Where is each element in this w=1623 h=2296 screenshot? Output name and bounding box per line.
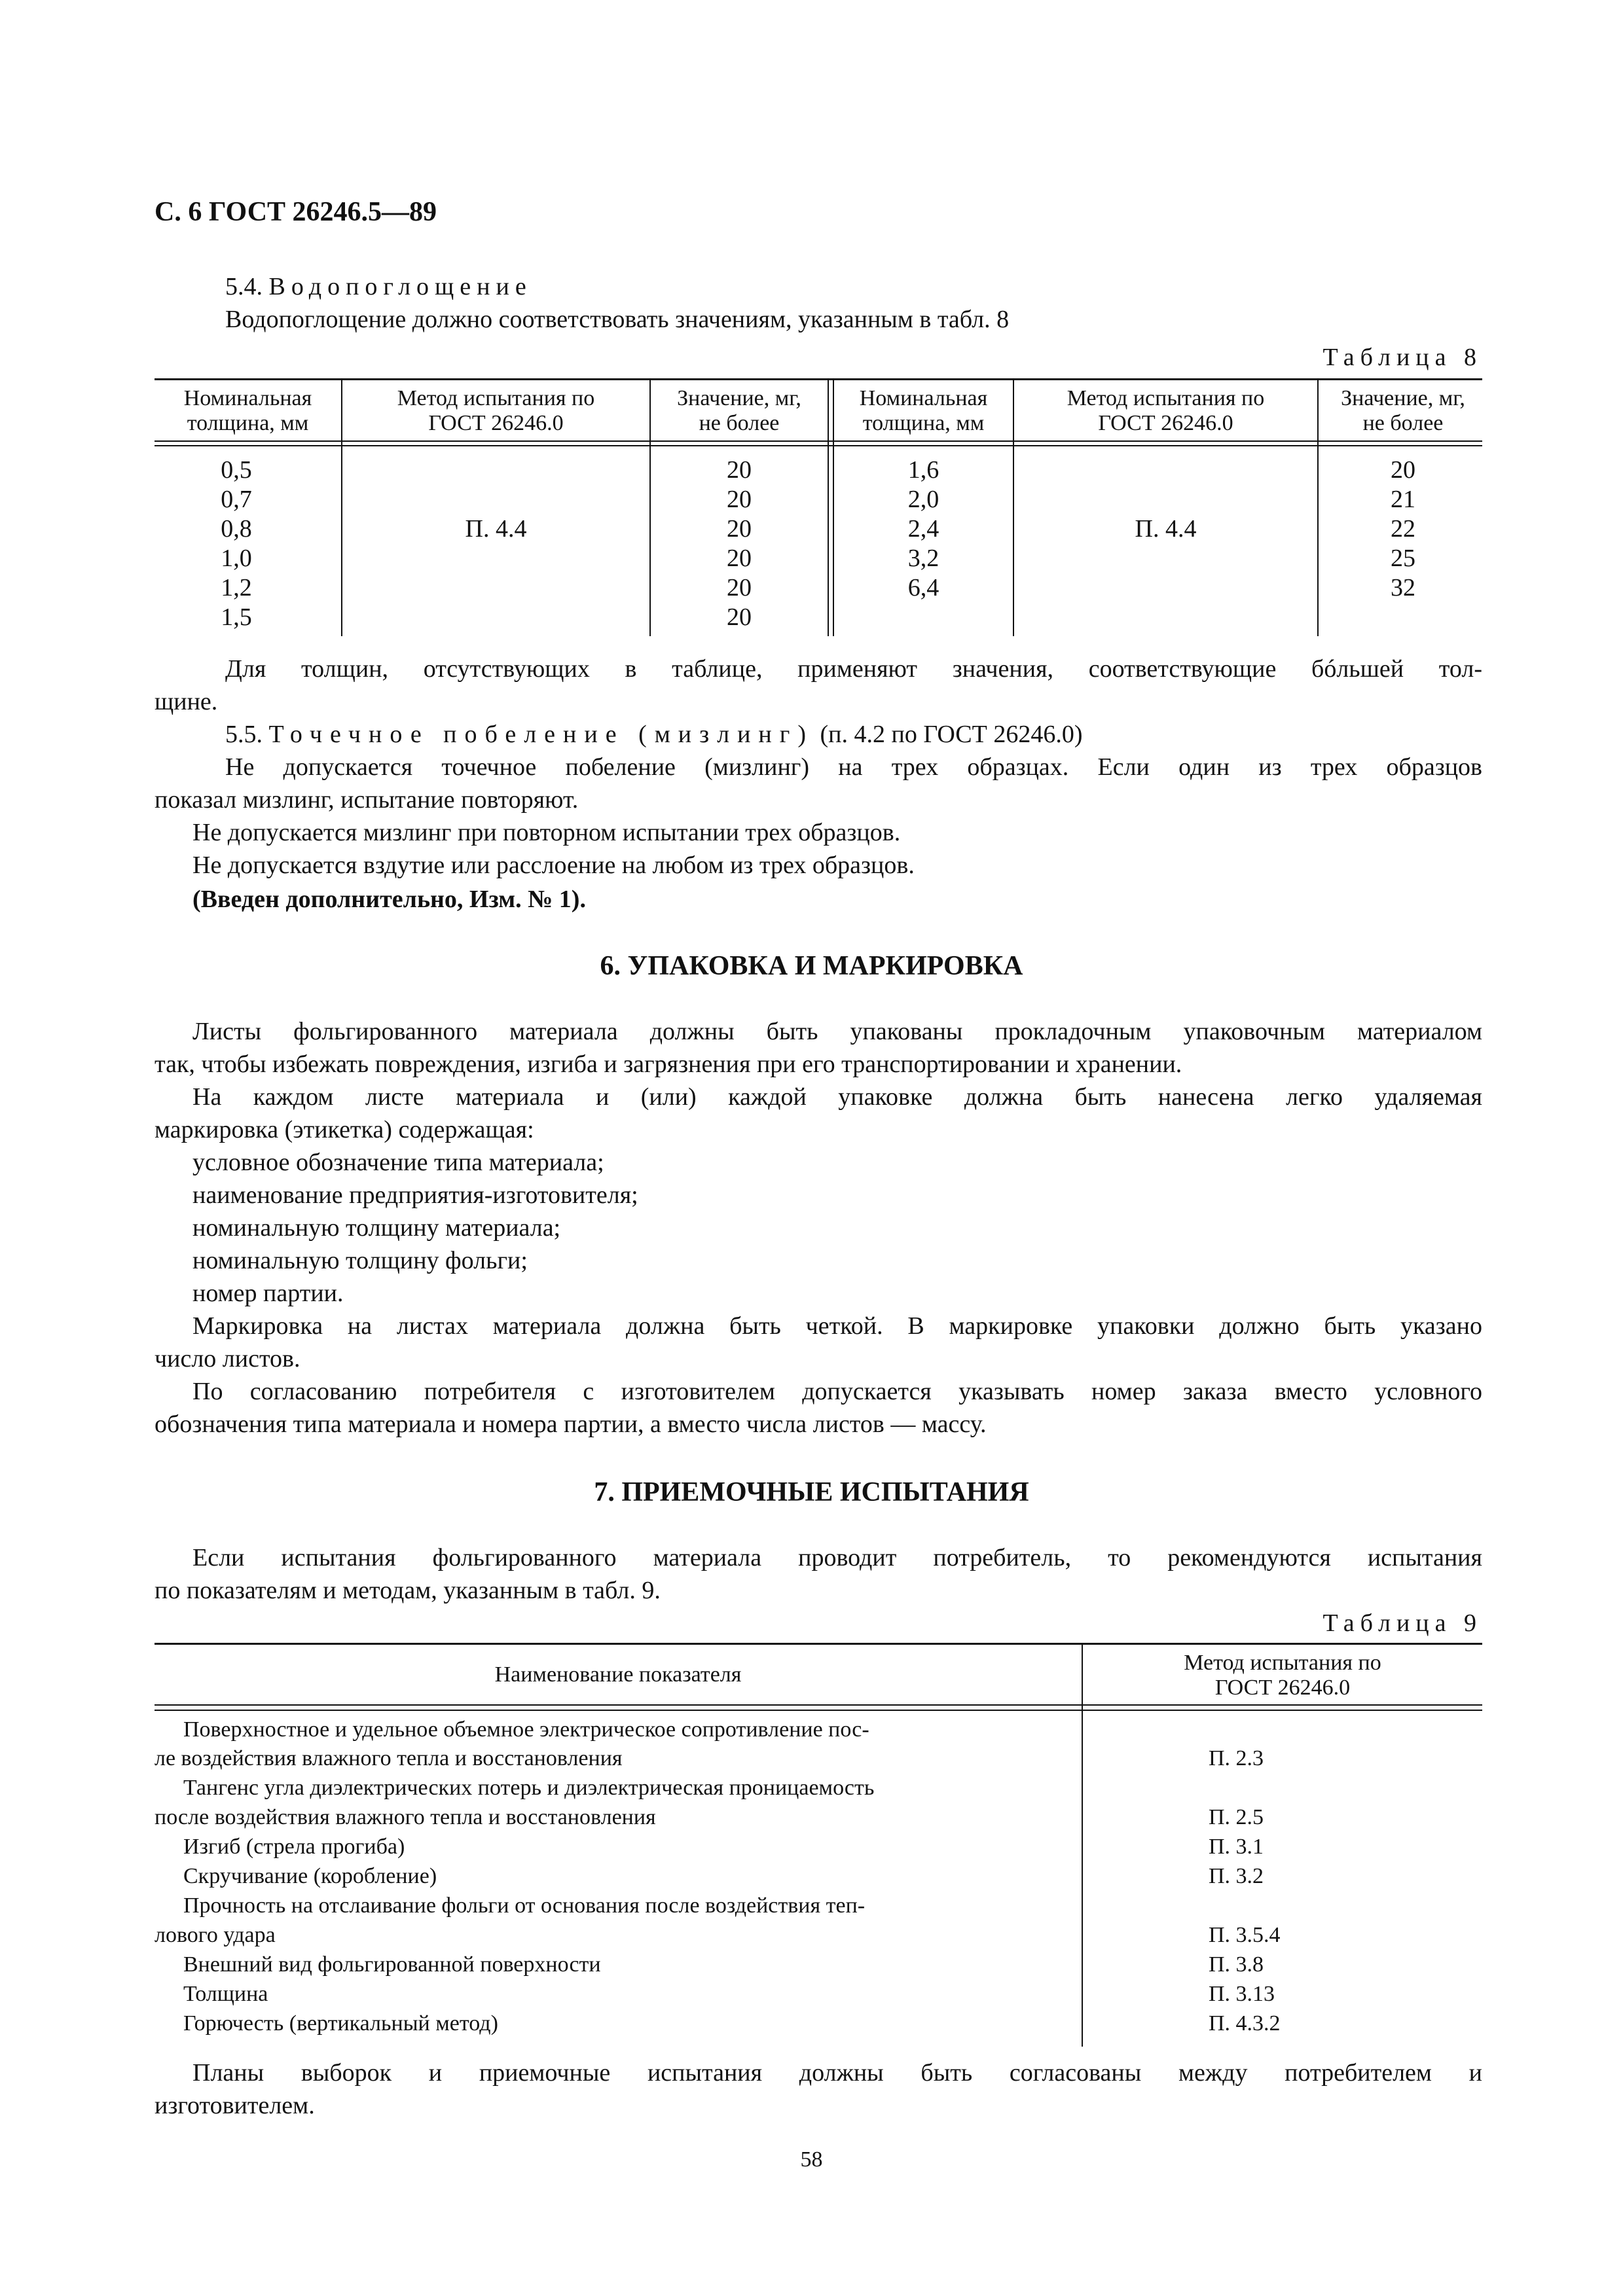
list-item: условное обозначение типа материала; bbox=[192, 1149, 604, 1176]
paragraph: Не допускается мизлинг при повторном испытании трех образцов. bbox=[192, 819, 901, 846]
table-cell: 1,2 bbox=[221, 574, 252, 601]
paragraph-cont: изготовителем. bbox=[155, 2092, 315, 2119]
list-item: номинальную толщину фольги; bbox=[192, 1247, 528, 1274]
table-row-name: Изгиб (стрела прогиба) bbox=[183, 1835, 405, 1859]
right-value-column bbox=[1319, 456, 1487, 603]
table-8-label: Таблица 8 bbox=[1322, 344, 1482, 371]
header-value: Значение, мг, не более bbox=[677, 386, 801, 435]
paragraph-cont: маркировка (этикетка) содержащая: bbox=[155, 1116, 534, 1143]
table-cell: 25 bbox=[1391, 545, 1415, 572]
table-row-name: Горючесть (вертикальный метод) bbox=[183, 2011, 498, 2036]
paragraph: Не допускается точечное побеление (мизлинг) на трех образцах. Если один из трех образцов bbox=[225, 753, 1482, 781]
table-cell: 0,7 bbox=[221, 486, 252, 513]
table-header-rule bbox=[155, 440, 1482, 442]
table-cell: 20 bbox=[727, 574, 752, 601]
table-cell: 20 bbox=[727, 456, 752, 484]
header-thickness: Номинальная толщина, мм bbox=[859, 386, 988, 435]
section-reference: (п. 4.2 по ГОСТ 26246.0) bbox=[820, 721, 1083, 748]
table-9-label: Таблица 9 bbox=[1322, 1609, 1482, 1637]
table-cell: 20 bbox=[727, 603, 752, 631]
table-cell: 32 bbox=[1391, 574, 1415, 601]
table-row-method: П. 3.2 bbox=[1209, 1864, 1264, 1888]
col-divider bbox=[828, 380, 829, 636]
table-row-method: П. 3.1 bbox=[1209, 1835, 1264, 1859]
table-cell: 2,4 bbox=[907, 515, 939, 543]
paragraph: Планы выборок и приемочные испытания должны быть согласованы между потребителем и bbox=[192, 2059, 1482, 2087]
table-header-rule-2 bbox=[155, 445, 1482, 446]
header-value: Значение, мг, не более bbox=[1341, 386, 1465, 435]
table-row-name: Скручивание (коробление) bbox=[183, 1864, 437, 1888]
paragraph-cont: так, чтобы избежать повреждения, изгиба и загрязнения при его транспортировании и хранении. bbox=[155, 1050, 1182, 1078]
section-title: Водопоглощение bbox=[268, 273, 532, 300]
paragraph: Не допускается вздутие или расслоение на любом из трех образцов. bbox=[192, 852, 915, 879]
table-top-rule bbox=[155, 378, 1482, 380]
table-cell: 20 bbox=[1391, 456, 1415, 484]
list-item: номер партии. bbox=[192, 1280, 344, 1307]
paragraph-cont: число листов. bbox=[155, 1345, 301, 1372]
table-cell: 1,0 bbox=[221, 545, 252, 572]
section-title: Точечное побеление (мизлинг) bbox=[268, 721, 814, 748]
col-divider bbox=[1082, 1644, 1083, 2047]
table-row-method: П. 3.13 bbox=[1209, 1982, 1275, 2006]
header-method: Метод испытания по ГОСТ 26246.0 bbox=[397, 386, 595, 435]
paragraph: Листы фольгированного материала должны быть упакованы прокладочным упаковочным материалом bbox=[192, 1018, 1482, 1045]
header-indicator: Наименование показателя bbox=[494, 1662, 742, 1687]
table-8-note-cont: щине. bbox=[155, 688, 218, 715]
section-7-heading: 7. ПРИЕМОЧНЫЕ ИСПЫТАНИЯ bbox=[594, 1477, 1029, 1507]
list-item: наименование предприятия-изготовителя; bbox=[192, 1181, 638, 1209]
table-cell: 3,2 bbox=[907, 545, 939, 572]
table-cell: 6,4 bbox=[907, 574, 939, 601]
paragraph-cont: показал мизлинг, испытание повторяют. bbox=[155, 786, 579, 814]
section-number: 5.4. bbox=[225, 273, 263, 300]
right-method-cell: П. 4.4 bbox=[1135, 515, 1197, 543]
paragraph-cont: по показателям и методам, указанным в табл. 9. bbox=[155, 1577, 661, 1604]
table-cell: 21 bbox=[1391, 486, 1415, 513]
list-item: номинальную толщину материала; bbox=[192, 1214, 561, 1242]
table-row-name: Поверхностное и удельное объемное электрическое сопротивление пос- bbox=[183, 1717, 869, 1742]
page-number: 58 bbox=[800, 2147, 823, 2172]
table-cell: 1,6 bbox=[907, 456, 939, 484]
paragraph: На каждом листе материала и (или) каждой упаковке должна быть нанесена легко удаляемая bbox=[192, 1083, 1482, 1111]
right-thickness-column bbox=[834, 456, 1013, 603]
table-row-name: Внешний вид фольгированной поверхности bbox=[183, 1952, 601, 1977]
table-row-method: П. 2.5 bbox=[1209, 1805, 1264, 1829]
section-5-4-intro: Водопоглощение должно соответствовать значениям, указанным в табл. 8 bbox=[225, 306, 1010, 333]
table-row-method: П. 3.8 bbox=[1209, 1952, 1264, 1977]
table-row-name-cont: после воздействия влажного тепла и восстановления bbox=[155, 1805, 656, 1829]
table-cell: 0,5 bbox=[221, 456, 252, 484]
left-method-cell: П. 4.4 bbox=[465, 515, 527, 543]
header-thickness: Номинальная толщина, мм bbox=[183, 386, 312, 435]
paragraph: По согласованию потребителя с изготовителем допускается указывать номер заказа вместо условного bbox=[192, 1378, 1482, 1405]
table-row-name: Тангенс угла диэлектрических потерь и диэлектрическая проницаемость bbox=[183, 1776, 875, 1800]
running-title: С. 6 ГОСТ 26246.5—89 bbox=[155, 197, 437, 227]
paragraph-cont: обозначения типа материала и номера партии, а вместо числа листов — массу. bbox=[155, 1410, 987, 1438]
left-value-column bbox=[651, 456, 828, 632]
section-6-heading: 6. УПАКОВКА И МАРКИРОВКА bbox=[600, 951, 1023, 981]
paragraph: Маркировка на листах материала должна быть четкой. В маркировке упаковки должно быть указано bbox=[192, 1312, 1482, 1340]
table-cell: 22 bbox=[1391, 515, 1415, 543]
table-row-method: П. 3.5.4 bbox=[1209, 1923, 1281, 1947]
table-row-method: П. 2.3 bbox=[1209, 1746, 1264, 1770]
table-top-rule bbox=[155, 1643, 1482, 1645]
table-row-name: Толщина bbox=[183, 1982, 268, 2006]
section-5-5-title bbox=[225, 720, 1082, 749]
table-cell: 20 bbox=[727, 515, 752, 543]
table-cell: 0,8 bbox=[221, 515, 252, 543]
table-cell: 1,5 bbox=[221, 603, 252, 631]
table-cell: 20 bbox=[727, 545, 752, 572]
section-5-4-title bbox=[225, 272, 532, 301]
amendment-note: (Введен дополнительно, Изм. № 1). bbox=[192, 886, 586, 913]
section-number: 5.5. bbox=[225, 721, 263, 748]
header-method: Метод испытания по ГОСТ 26246.0 bbox=[1067, 386, 1265, 435]
left-thickness-column bbox=[155, 456, 318, 632]
table-cell: 2,0 bbox=[907, 486, 939, 513]
table-row-method: П. 4.3.2 bbox=[1209, 2011, 1281, 2036]
table-row-name-cont: лового удара bbox=[155, 1923, 276, 1947]
table-header-rule bbox=[155, 1704, 1482, 1706]
table-row-name: Прочность на отслаивание фольги от основания после воздействия теп- bbox=[183, 1893, 866, 1918]
table-header-rule-2 bbox=[155, 1710, 1482, 1711]
paragraph: Если испытания фольгированного материала проводит потребитель, то рекомендуются испытания bbox=[192, 1544, 1482, 1571]
header-method: Метод испытания по ГОСТ 26246.0 bbox=[1184, 1651, 1381, 1700]
table-cell: 20 bbox=[727, 486, 752, 513]
table-8-note: Для толщин, отсутствующих в таблице, применяют значения, соответствующие бóльшей тол- bbox=[225, 655, 1482, 683]
table-row-name-cont: ле воздействия влажного тепла и восстановления bbox=[155, 1746, 623, 1770]
